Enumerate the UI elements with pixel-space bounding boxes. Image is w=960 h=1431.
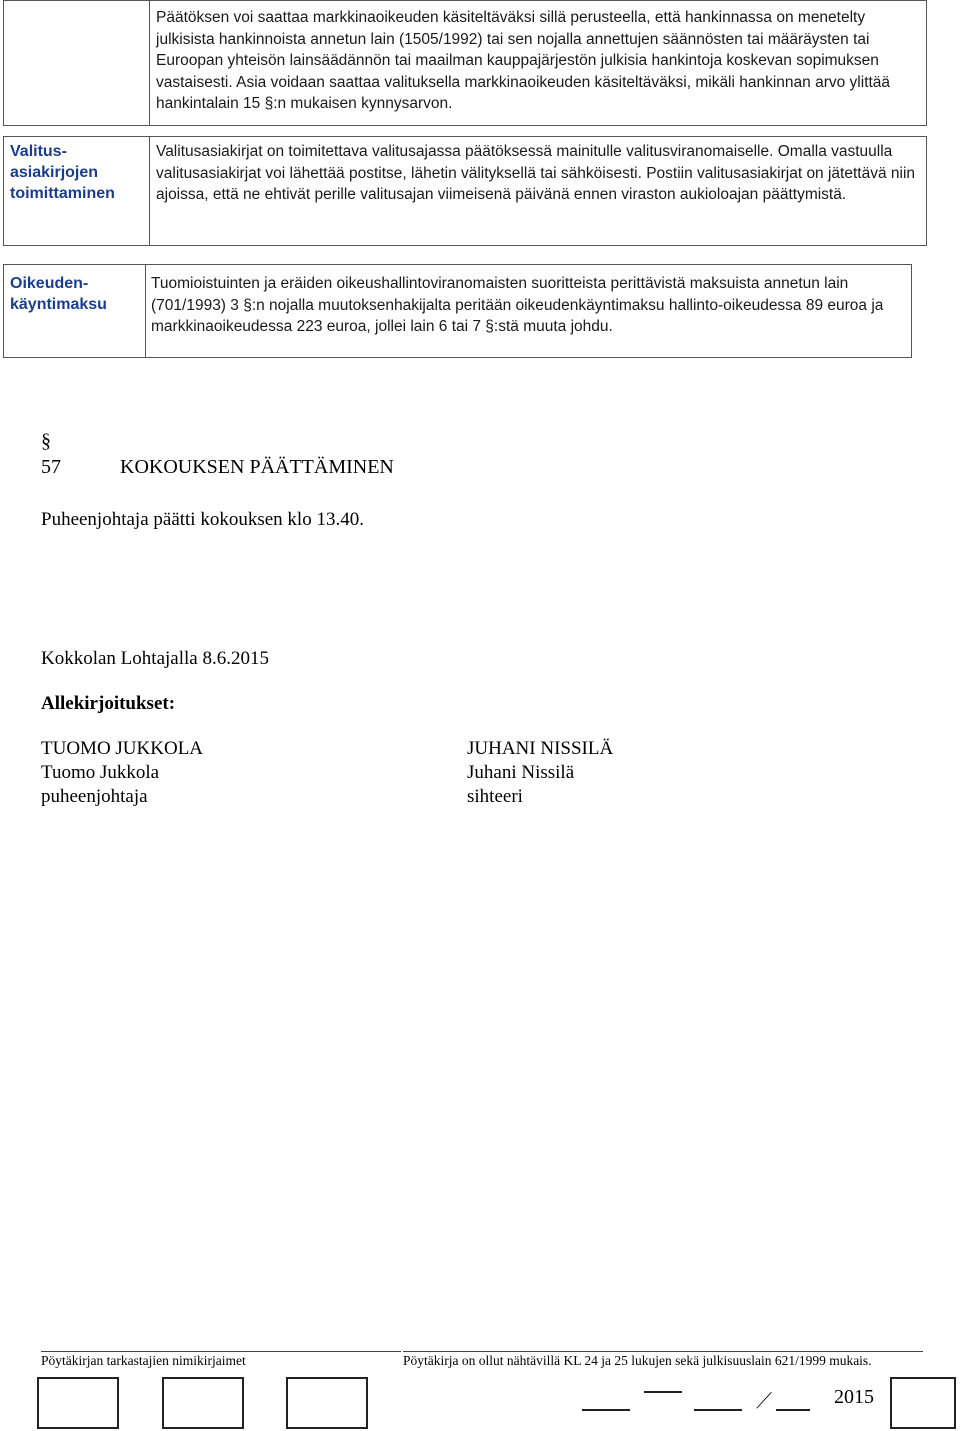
signer-secretary bbox=[467, 737, 613, 809]
appeal-text: Päätöksen voi saattaa markkinaoikeuden käsiteltäväksi sillä perusteella, että hankinnassa on menetelty julkisista hankinnoista annetun lain (1505/1992) tai sen nojalla annettujen säännösten tai määräysten tai Euroopan yhteisön lainsäädännön tai maailman kauppajärjestön julkisia hankintoja koskevan sopimuksen vastaisesti. Asia voidaan saattaa valituksella markkinaoikeuden käsiteltäväksi, mikäli hankinnan arvo ylittää hankintalain 15 §:n mukaisen kynnysarvon. bbox=[156, 9, 891, 112]
place-date: Kokkolan Lohtajalla 8.6.2015 bbox=[41, 648, 269, 669]
signer-chair-role: puheenjohtaja bbox=[41, 786, 148, 807]
initials-box-3[interactable] bbox=[286, 1377, 368, 1429]
footer-public-notice: Pöytäkirja on ollut nähtävillä KL 24 ja 25 lukujen sekä julkisuuslain 621/1999 mukais. bbox=[403, 1353, 872, 1368]
initials-box-4[interactable] bbox=[890, 1377, 956, 1429]
date-year-line bbox=[776, 1409, 810, 1411]
documents-delivery-text: Valitusasiakirjat on toimitettava valitusajassa päätöksessä mainitulle valitusviranomaiselle. Omalla vastuulla valitusasiakirjat voi lähettää postitse, lähetin välityksellä tai sähköisesti. Postiin valitusasiakirjat on jätettävä niin ajoissa, että ne ehtivät perille valitusajan viimeisenä päivänä ennen viraston aukioloajan päättymistä. bbox=[156, 143, 916, 203]
signer-secretary-name: Juhani Nissilä bbox=[467, 762, 575, 783]
date-year: 2015 bbox=[834, 1386, 874, 1408]
court-fee-label: Oikeuden- käyntimaksu bbox=[10, 275, 107, 313]
date-month-line bbox=[694, 1409, 742, 1411]
date-day-line-top bbox=[644, 1391, 682, 1393]
signatures-title: Allekirjoitukset: bbox=[41, 693, 176, 714]
signer-chair-name: Tuomo Jukkola bbox=[41, 762, 160, 783]
signer-secretary-caps: JUHANI NISSILÄ bbox=[467, 738, 614, 759]
date-slash: / bbox=[752, 1388, 775, 1414]
date-day-line bbox=[582, 1409, 630, 1411]
section-number: 57 bbox=[41, 456, 61, 478]
documents-delivery-box bbox=[3, 136, 927, 246]
signer-secretary-role: sihteeri bbox=[467, 786, 523, 807]
footer-rule-left bbox=[41, 1351, 401, 1352]
section-body: Puheenjohtaja päätti kokouksen klo 13.40. bbox=[41, 509, 364, 530]
footer-rule-right bbox=[403, 1351, 923, 1352]
appeal-info-box bbox=[3, 0, 927, 126]
court-fee-box bbox=[3, 264, 912, 358]
signer-chair-caps: TUOMO JUKKOLA bbox=[41, 738, 204, 759]
initials-box-1[interactable] bbox=[37, 1377, 119, 1429]
court-fee-text: Tuomioistuinten ja eräiden oikeushallintoviranomaisten suoritteista perittävistä maksuista annetun lain (701/1993) 3 §:n nojalla muutoksenhakijalta peritään oikeudenkäyntimaksu hallinto-oikeudessa 89 euroa ja markkinaoikeudessa 223 euroa, jollei lain 6 tai 7 §:stä muuta johdu. bbox=[151, 275, 884, 335]
section-symbol: § bbox=[41, 430, 51, 452]
footer-inspectors-initials: Pöytäkirjan tarkastajien nimikirjaimet bbox=[41, 1353, 246, 1368]
signer-chair bbox=[41, 737, 203, 809]
appeal-label-cell bbox=[4, 1, 150, 125]
initials-box-2[interactable] bbox=[162, 1377, 244, 1429]
documents-delivery-label: Valitus- asiakirjojen toimittaminen bbox=[10, 143, 115, 202]
section-title: KOKOUKSEN PÄÄTTÄMINEN bbox=[120, 456, 394, 478]
